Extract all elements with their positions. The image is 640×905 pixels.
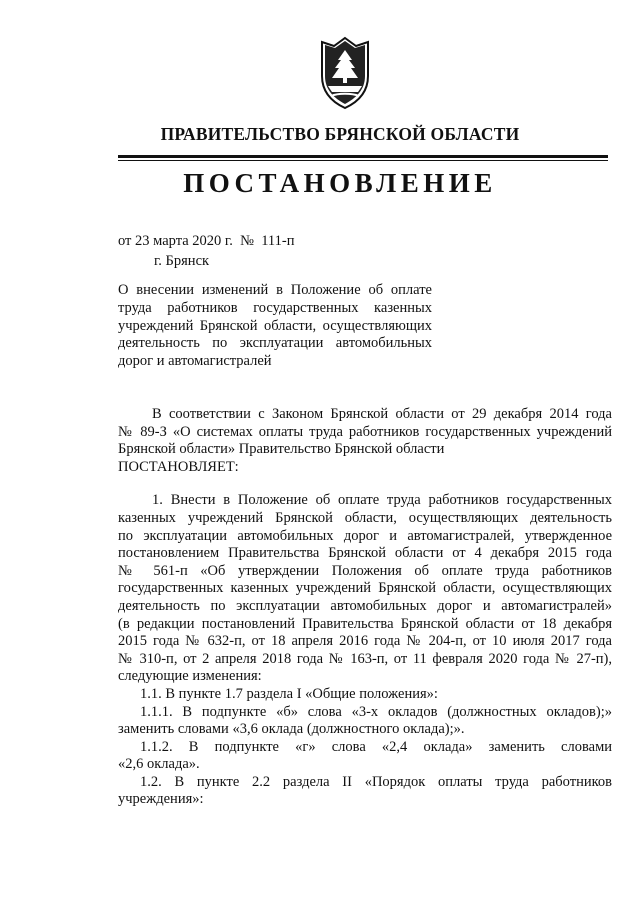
preamble-line: Брянской области» Правительство Брянской области bbox=[118, 441, 445, 458]
subject-line: дорог и автомагистралей bbox=[118, 353, 272, 370]
item-1-line: (в редакции постановлений Правительства Брянской области от 18 декабря bbox=[118, 615, 612, 632]
item-1-1: 1.1. В пункте 1.7 раздела I «Общие положения»: bbox=[140, 685, 438, 702]
item-1-1-2-line: 1.1.2. В подпункте «г» слова «2,4 оклада» заменить словами bbox=[140, 738, 612, 755]
item-1-line: № 561-п «Об утверждении Положения об оплате труда работников bbox=[118, 562, 612, 579]
item-1-line: деятельность по эксплуатации автомобильных дорог и автомагистралей» bbox=[118, 597, 612, 614]
bryansk-coat-of-arms-icon bbox=[316, 36, 374, 112]
paragraph-gap bbox=[118, 476, 612, 492]
document-subject bbox=[118, 282, 432, 371]
header-rule-thin bbox=[118, 160, 608, 161]
item-1-1-1-line: заменить словами «3,6 оклада (должностного оклада);». bbox=[118, 721, 465, 738]
item-1-line: постановлением Правительства Брянской области от 4 декабря 2015 года bbox=[118, 545, 612, 562]
item-1-2-line: учреждения»: bbox=[118, 791, 204, 808]
item-1-line: государственных казенных учреждений Брянской области, осуществляющих bbox=[118, 580, 612, 597]
item-1-line: № 310-п, от 2 апреля 2018 года № 163-п, от 11 февраля 2020 года № 27-п), bbox=[118, 650, 612, 667]
document-date-number: от 23 марта 2020 г. № 111-п bbox=[118, 233, 295, 249]
item-1-line: 1. Внести в Положение об оплате труда работников государственных bbox=[152, 492, 612, 509]
item-1-1-1-line: 1.1.1. В подпункте «б» слова «3-х окладов (должностных окладов);» bbox=[140, 703, 612, 720]
subject-line: деятельность по эксплуатации автомобильных bbox=[118, 335, 432, 352]
preamble-line: В соответствии с Законом Брянской области от 29 декабря 2014 года bbox=[152, 406, 612, 422]
subject-line: учреждений Брянской области, осуществляющих bbox=[118, 317, 432, 334]
document-city: г. Брянск bbox=[154, 253, 210, 269]
item-1-line: казенных учреждений Брянской области, осуществляющих деятельность bbox=[118, 509, 612, 526]
preamble-line: № 89-З «О системах оплаты труда работников государственных учреждений bbox=[118, 423, 612, 440]
item-1-1-2-line: «2,6 оклада». bbox=[118, 756, 200, 773]
subject-line: труда работников государственных казенных bbox=[118, 299, 432, 316]
item-1-2-line: 1.2. В пункте 2.2 раздела II «Порядок оплаты труда работников bbox=[140, 773, 612, 790]
document-body bbox=[118, 406, 612, 809]
document-type-title: ПОСТАНОВЛЕНИЕ bbox=[183, 168, 497, 198]
subject-line: О внесении изменений в Положение об оплате bbox=[118, 282, 432, 298]
organization-title: ПРАВИТЕЛЬСТВО БРЯНСКОЙ ОБЛАСТИ bbox=[160, 124, 520, 144]
item-1-line: 2015 года № 632-п, от 18 апреля 2016 года № 204-п, от 10 июля 2017 года bbox=[118, 633, 612, 650]
resolution-keyword: ПОСТАНОВЛЯЕТ: bbox=[118, 458, 239, 475]
item-1-line: следующие изменения: bbox=[118, 668, 262, 685]
header-rule-thick bbox=[118, 155, 608, 158]
item-1-line: по эксплуатации автомобильных дорог и автомагистралей, утвержденное bbox=[118, 527, 612, 544]
